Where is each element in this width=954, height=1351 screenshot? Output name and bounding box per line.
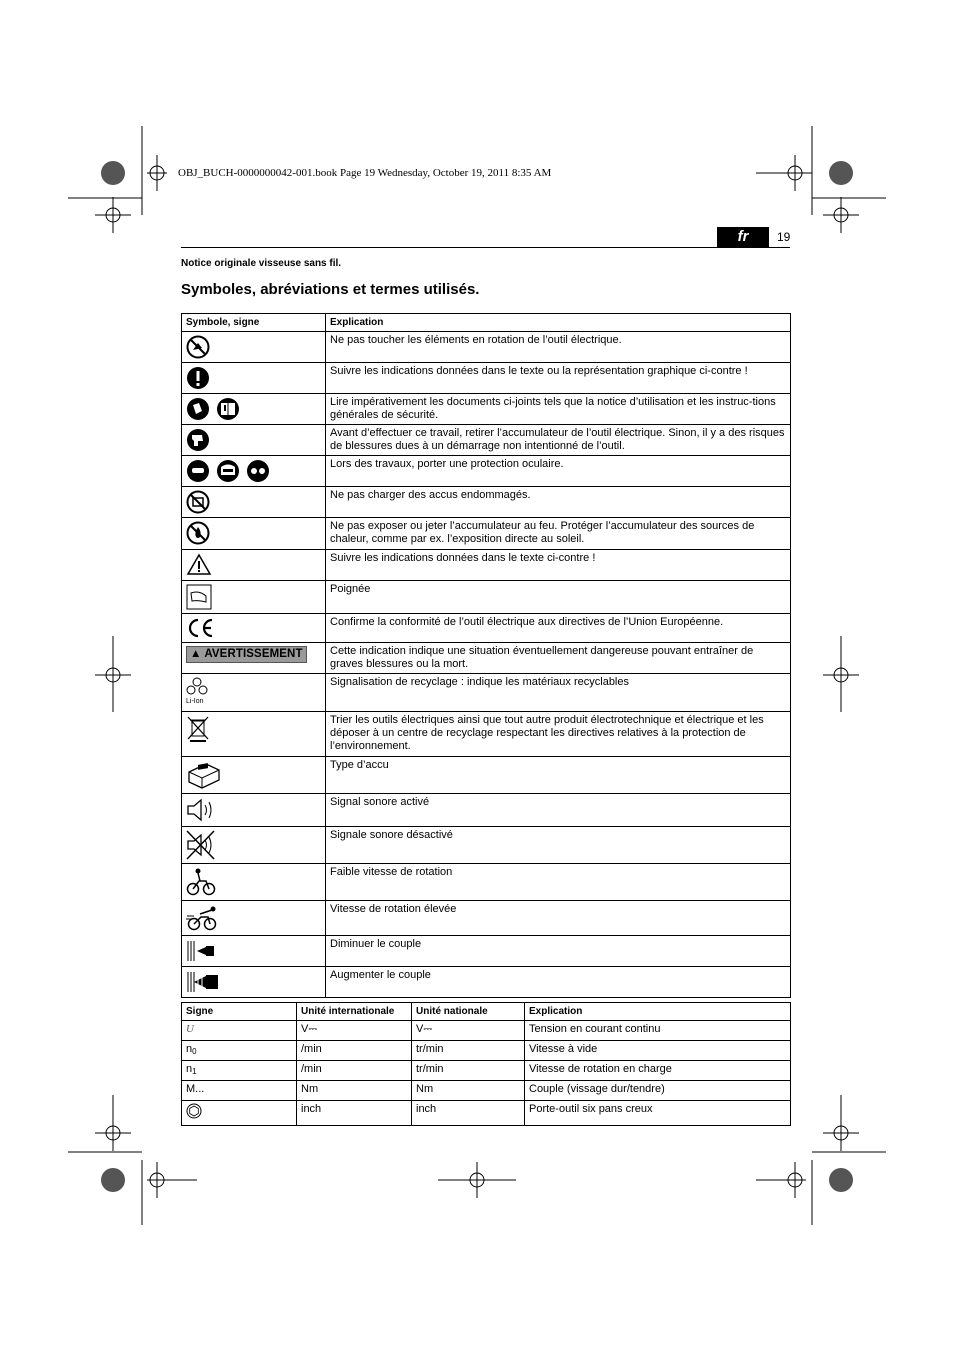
table-row [182, 1081, 791, 1101]
torque-increase-icon [186, 970, 222, 994]
intl-unit-cell: /min [297, 1061, 412, 1081]
national-unit-cell: Nm [412, 1081, 525, 1101]
table-row [182, 794, 791, 827]
low-speed-bike-icon [186, 867, 216, 897]
row-explanation: Suivre les indications données dans le texte ci-contre ! [326, 550, 791, 581]
national-unit-cell: tr/min [412, 1041, 525, 1061]
battery-pack-icon [186, 760, 222, 790]
table-row [182, 827, 791, 864]
page-number: 19 [777, 230, 791, 244]
row-explanation: Signalisation de recyclage : indique les matériaux recyclables [326, 674, 791, 712]
speaker-on-icon [186, 797, 216, 823]
explanation-cell: Porte-outil six pans creux [525, 1101, 791, 1126]
table-row [182, 1041, 791, 1061]
handle-icon [186, 584, 212, 610]
column-header-sign: Signe [182, 1003, 297, 1021]
recycle-li-ion-icon [186, 677, 208, 695]
table-row [182, 550, 791, 581]
language-tab: fr [717, 227, 769, 247]
crossed-bin-icon [186, 715, 210, 743]
sign-cell: M... [182, 1081, 297, 1101]
sign-subscript: 1 [192, 1067, 197, 1076]
national-unit-cell: tr/min [412, 1061, 525, 1081]
header-rule [181, 247, 790, 248]
row-explanation: Lire impérativement les documents ci-joints tels que la notice d’utilisation et les instruc-tions générales de sécurité. [326, 394, 791, 425]
row-explanation: Type d’accu [326, 757, 791, 794]
document-subtitle: Notice originale visseuse sans fil. [181, 258, 342, 269]
row-explanation: Confirme la conformité de l’outil électrique aux directives de l’Union Européenne. [326, 614, 791, 643]
warning-badge-label: AVERTISSEMENT [204, 648, 303, 660]
no-charge-damaged-battery-icon [186, 490, 210, 514]
dc-symbol-icon: ⎓ [423, 1023, 433, 1035]
column-header-national-unit: Unité nationale [412, 1003, 525, 1021]
symbols-table [181, 313, 791, 998]
table-row [182, 1061, 791, 1081]
intl-unit-cell: V [301, 1023, 309, 1035]
row-explanation: Trier les outils électriques ainsi que tout autre produit électrotechnique et électrique et les déposer à un centre de recyclage respectant les directives relatives à la protection de l’environnement. [326, 712, 791, 757]
li-ion-label: Li-Ion [186, 698, 204, 705]
table-header-row [182, 314, 791, 332]
table-row [182, 1021, 791, 1041]
sign-cell: U [186, 1023, 194, 1035]
row-explanation: Ne pas exposer ou jeter l’accumulateur au feu. Protéger l’accumulateur des sources de chaleur, comme par ex. l’exposition directe au soleil. [326, 518, 791, 550]
row-explanation: Poignée [326, 581, 791, 614]
exclamation-icon [186, 366, 210, 390]
explanation-cell: Tension en courant continu [525, 1021, 791, 1041]
table-row [182, 967, 791, 998]
column-header-symbol: Symbole, signe [182, 314, 326, 332]
intl-unit-cell: inch [297, 1101, 412, 1126]
ce-mark-icon [186, 617, 216, 639]
national-unit-cell: inch [412, 1101, 525, 1126]
torque-decrease-icon [186, 939, 218, 963]
column-header-international-unit: Unité internationale [297, 1003, 412, 1021]
speaker-off-icon [186, 830, 216, 860]
do-not-touch-rotating-icon [186, 335, 210, 359]
row-explanation: Augmenter le couple [326, 967, 791, 998]
table-row [182, 487, 791, 518]
column-header-explanation: Explication [326, 314, 791, 332]
table-row [182, 518, 791, 550]
row-explanation: Cette indication indique une situation éventuellement dangereuse pouvant entraîner de graves blessures ou la mort. [326, 643, 791, 674]
table-row [182, 864, 791, 901]
table-row [182, 712, 791, 757]
table-header-row [182, 1003, 791, 1021]
table-row [182, 581, 791, 614]
table-row [182, 643, 791, 674]
table-row [182, 674, 791, 712]
table-row [182, 456, 791, 487]
intl-unit-cell: Nm [297, 1081, 412, 1101]
row-explanation: Signale sonore désactivé [326, 827, 791, 864]
column-header-explanation: Explication [525, 1003, 791, 1021]
table-row [182, 901, 791, 936]
read-manual-icon [186, 397, 242, 421]
section-title: Symboles, abréviations et termes utilisés. [181, 281, 480, 298]
table-row [182, 363, 791, 394]
warning-badge: ▲ AVERTISSEMENT [186, 646, 307, 663]
row-explanation: Signal sonore activé [326, 794, 791, 827]
sign-cell: n [186, 1043, 193, 1055]
high-speed-bike-icon [186, 904, 218, 932]
units-table [181, 1002, 791, 1126]
table-row [182, 1101, 791, 1126]
row-explanation: Suivre les indications données dans le texte ou la représentation graphique ci-contre ! [326, 363, 791, 394]
national-unit-cell: V [416, 1023, 424, 1035]
row-explanation: Diminuer le couple [326, 936, 791, 967]
row-explanation: Ne pas toucher les éléments en rotation de l’outil électrique. [326, 332, 791, 363]
explanation-cell: Vitesse à vide [525, 1041, 791, 1061]
eye-protection-icon [186, 459, 270, 483]
warning-triangle-icon [186, 553, 212, 577]
table-row [182, 614, 791, 643]
row-explanation: Vitesse de rotation élevée [326, 901, 791, 936]
sign-subscript: 0 [192, 1047, 197, 1056]
explanation-cell: Vitesse de rotation en charge [525, 1061, 791, 1081]
table-row [182, 936, 791, 967]
hexagon-socket-icon [186, 1103, 202, 1119]
row-explanation: Ne pas charger des accus endommagés. [326, 487, 791, 518]
sign-cell: n [186, 1063, 193, 1075]
explanation-cell: Couple (vissage dur/tendre) [525, 1081, 791, 1101]
print-info: OBJ_BUCH-0000000042-001.book Page 19 Wednesday, October 19, 2011 8:35 AM [178, 167, 552, 179]
row-explanation: Lors des travaux, porter une protection oculaire. [326, 456, 791, 487]
no-fire-icon [186, 521, 210, 545]
row-explanation: Avant d’effectuer ce travail, retirer l’accumulateur de l’outil électrique. Sinon, il y a des risques de blessures dues à un démarrage non intentionné de l’outil. [326, 425, 791, 456]
intl-unit-cell: /min [297, 1041, 412, 1061]
row-explanation: Faible vitesse de rotation [326, 864, 791, 901]
dc-symbol-icon: ⎓ [308, 1023, 318, 1035]
remove-battery-icon [186, 428, 210, 452]
table-row [182, 394, 791, 425]
table-row [182, 757, 791, 794]
table-row [182, 425, 791, 456]
table-row [182, 332, 791, 363]
